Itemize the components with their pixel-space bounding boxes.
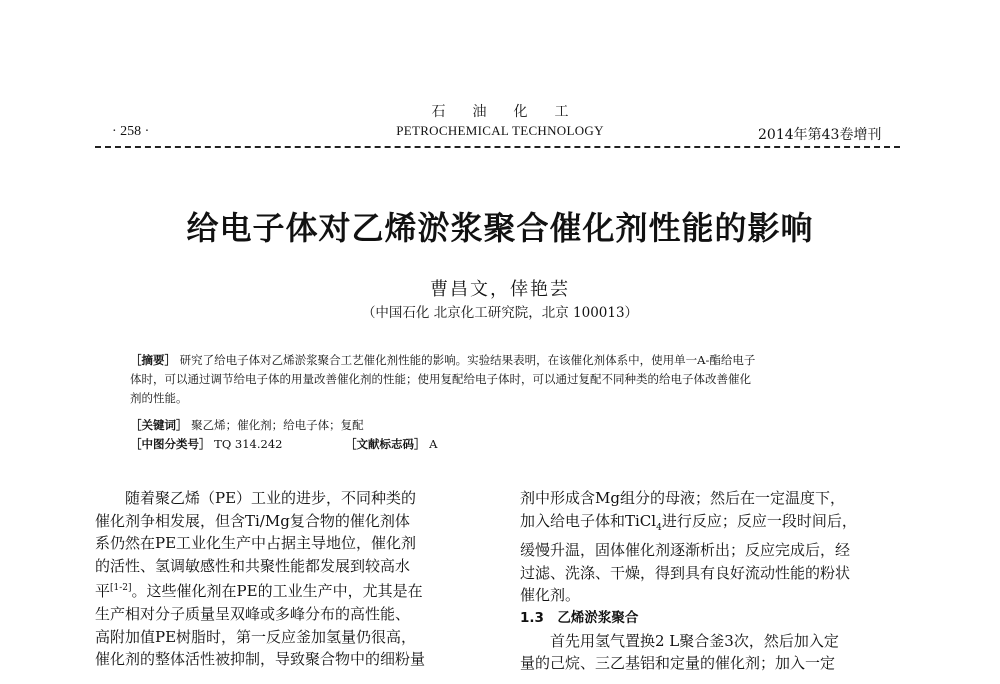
body-left-line-5 (95, 577, 425, 603)
header-rule (95, 146, 900, 148)
body-right-line-2-text: 加入给电子体和TiCl (520, 511, 657, 530)
body-left-line-5-rest: 。这些催化剂在PE的工业生产中，尤其是在 (131, 582, 423, 601)
keywords-line (130, 417, 364, 433)
body-right-line-3: 缓慢升温，固体催化剂逐渐析出；反应完成后，经 (520, 541, 851, 560)
body-left-line-4: 的活性、氢调敏感性和共聚性能都发展到较高水 (95, 556, 411, 575)
body-left-line-8: 催化剂的整体活性被抑制，导致聚合物中的细粉量 (95, 650, 426, 669)
body-right-line-2 (520, 510, 857, 540)
body-right-line-2-rest: 进行反应；反应一段时间后， (661, 511, 857, 530)
keywords: 聚乙烯；催化剂；给电子体；复配 (191, 418, 364, 432)
body-left-line-3: 系仍然在PE工业化生产中占据主导地位，催化剂 (95, 534, 417, 553)
body-left-line-1: 随着聚乙烯（PE）工业的进步，不同种类的 (125, 489, 417, 507)
abstract (130, 351, 875, 408)
abstract-line-2: 体时，可以通过调节给电子体的用量改善催化剂的性能；使用复配给电子体时，可以通过复配不同种类的给电子体改善催化 (130, 372, 751, 386)
abstract-line-3: 剂的性能。 (130, 391, 188, 405)
authors: 曹昌文，倖艳芸 (430, 279, 570, 300)
body-right-line-4: 过滤、洗涤、干燥，得到具有良好流动性能的粉状 (520, 563, 851, 582)
chem-subscript: 4 (656, 522, 662, 533)
body-left-line-6: 生产相对分子质量呈双峰或多峰分布的高性能、 (95, 604, 411, 623)
body-left-line-2: 催化剂争相发展，但含Ti/Mg复合物的催化剂体 (95, 511, 410, 530)
abstract-label: ［摘要］ (130, 353, 176, 367)
affiliation: （中国石化 北京化工研究院，北京 100013） (361, 305, 639, 321)
doc-mark-line (345, 436, 437, 452)
classification-code: TQ 314.242 (214, 437, 283, 451)
article-title: 给电子体对乙烯淤浆聚合催化剂性能的影响 (186, 209, 814, 247)
body-left-line-7: 高附加值PE树脂时，第一反应釜加氢量仍很高， (95, 627, 417, 646)
doc-mark-label: ［文献标志码］ (345, 437, 426, 451)
body-right-line-1: 剂中形成含Mg组分的母液；然后在一定温度下， (520, 489, 845, 507)
body-right-line-7: 首先用氢气置换2 L聚合釜3次，然后加入定 (550, 631, 839, 650)
doc-mark-code: A (429, 437, 438, 451)
section-heading: 1.3 乙烯淤浆聚合 (520, 609, 639, 626)
body-column-right (520, 487, 857, 675)
classification-label: ［中图分类号］ (130, 437, 211, 451)
journal-name-en: PETROCHEMICAL TECHNOLOGY (396, 123, 604, 138)
abstract-line-1 (130, 351, 875, 370)
abstract-text-1: 研究了给电子体对乙烯淤浆聚合工艺催化剂性能的影响。实验结果表明，在该催化剂体系中，使用单一A-酯给电子 (179, 353, 756, 367)
issue-info: 2014年第43卷增刊 (758, 127, 882, 143)
body-column-left (95, 487, 425, 671)
body-right-line-8: 量的己烷、三乙基铝和定量的催化剂；加入一定 (520, 654, 836, 673)
keywords-label: ［关键词］ (130, 418, 188, 432)
journal-name-cn: 石油化工 (431, 104, 596, 120)
classification-line (130, 436, 282, 452)
body-right-line-5: 催化剂。 (520, 586, 581, 605)
citation-ref: [1-2] (110, 583, 132, 594)
page-number: · 258 · (112, 124, 150, 139)
body-left-line-5-text: 平 (95, 582, 111, 601)
